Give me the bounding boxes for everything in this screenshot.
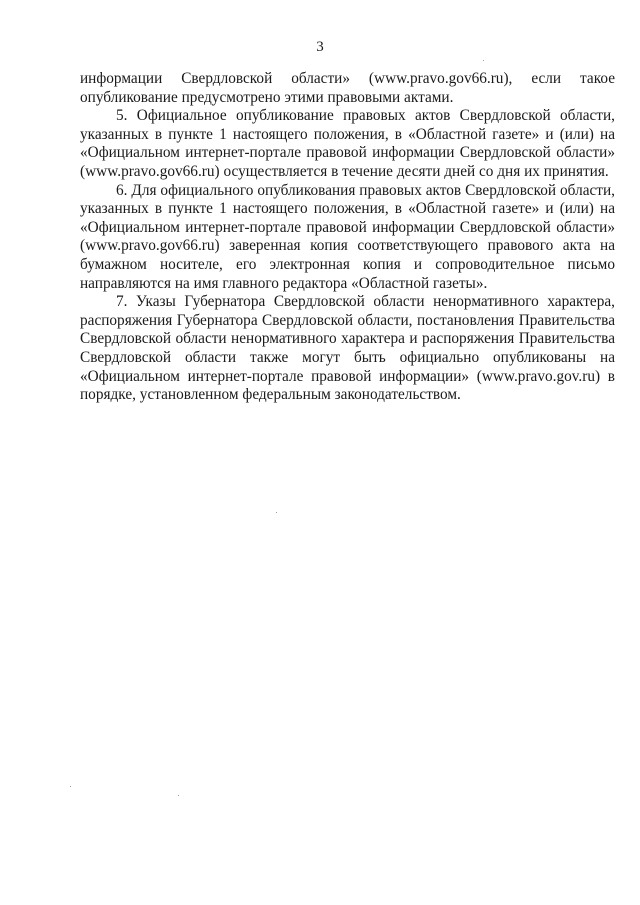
scan-speck: [178, 795, 179, 796]
paragraph-item-7: 7. Указы Губернатора Свердловской области ненормативного характера, распоряжения Губернатора Свердловской области, постановления Правительства Свердловской области ненормативного характера и распоряжения Правительства Свердловской области также могут быть официально опубликованы на «Официальном интернет-портале правовой информации» (www.pravo.gov.ru) в порядке, установленном федеральным законодательством.: [80, 293, 615, 404]
page-number: 3: [316, 39, 324, 55]
scan-speck: [483, 60, 484, 61]
paragraph-item-6: 6. Для официального опубликования правовых актов Свердловской области, указанных в пункте 1 настоящего положения, в «Областной газете» и (или) на «Официальном интернет-портале правовой информации Свердловской области» (www.pravo.gov66.ru) заверенная копия соответствующего правового акта на бумажном носителе, его электронная копия и сопроводительное письмо направляются на имя главного редактора «Областной газеты».: [80, 181, 615, 292]
scan-speck: [70, 786, 71, 787]
document-body: [80, 70, 615, 405]
paragraph-item-5: 5. Официальное опубликование правовых актов Свердловской области, указанных в пункте 1 настоящего положения, в «Областной газете» и (или) на «Официальном интернет-портале правовой информации Свердловской области» (www.pravo.gov66.ru) осуществляется в течение десяти дней со дня их принятия.: [80, 107, 615, 180]
scan-speck: [276, 512, 277, 513]
paragraph-continuation: информации Свердловской области» (www.pravo.gov66.ru), если такое опубликование предусмотрено этими правовыми актами.: [80, 70, 615, 106]
